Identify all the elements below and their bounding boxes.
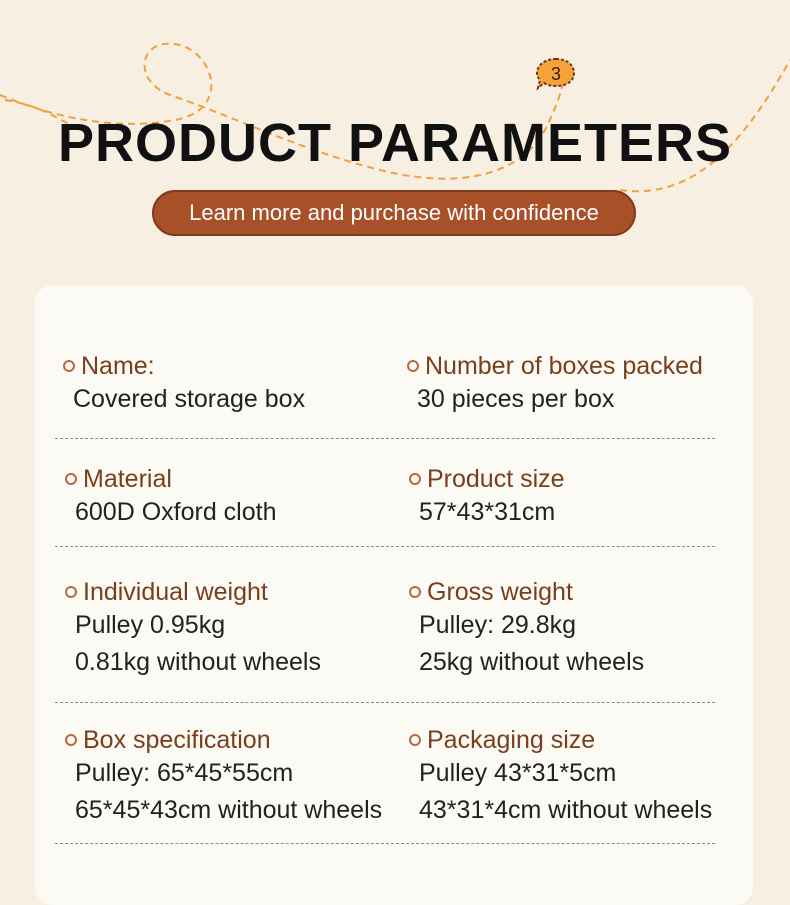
bullet-icon [409,473,421,485]
param-value: 57*43*31cm [419,498,556,526]
param-label: Material [83,465,172,493]
param-label: Packaging size [427,726,596,754]
divider [55,438,715,439]
param-item [407,351,703,418]
param-label: Number of boxes packed [425,352,703,380]
param-item [409,464,565,531]
param-value: 65*45*43cm without wheels [75,796,383,824]
page-title: PRODUCT PARAMETERS [57,113,732,173]
param-value: Pulley: 65*45*55cm [75,759,294,787]
param-label: Gross weight [427,578,573,606]
bullet-icon [63,360,75,372]
bullet-icon [409,586,421,598]
param-item [65,577,321,681]
param-label: Box specification [83,726,271,754]
param-label: Name: [81,352,155,380]
bullet-icon [65,473,77,485]
param-value: Pulley 43*31*5cm [419,759,617,787]
param-value: Covered storage box [73,385,306,413]
param-item [409,577,644,681]
divider [55,702,715,703]
param-item [65,464,277,531]
param-label: Product size [427,465,565,493]
param-item [65,725,382,829]
bullet-icon [65,734,77,746]
param-value: 30 pieces per box [417,385,615,413]
param-value: 43*31*4cm without wheels [419,796,713,824]
parameters-card [35,285,753,905]
param-value: 0.81kg without wheels [75,648,321,676]
param-item [409,725,712,829]
bullet-icon [65,586,77,598]
divider [55,843,715,844]
param-value: Pulley 0.95kg [75,611,226,639]
subtitle-pill: Learn more and purchase with confidence [152,190,636,236]
bullet-icon [409,734,421,746]
badge-number: 3 [550,64,562,84]
speech-bubble-icon [534,55,578,93]
bullet-icon [407,360,419,372]
param-item [63,351,305,418]
param-label: Individual weight [83,578,268,606]
param-value: 600D Oxford cloth [75,498,277,526]
param-value: Pulley: 29.8kg [419,611,577,639]
param-value: 25kg without wheels [419,648,645,676]
divider [55,546,715,547]
